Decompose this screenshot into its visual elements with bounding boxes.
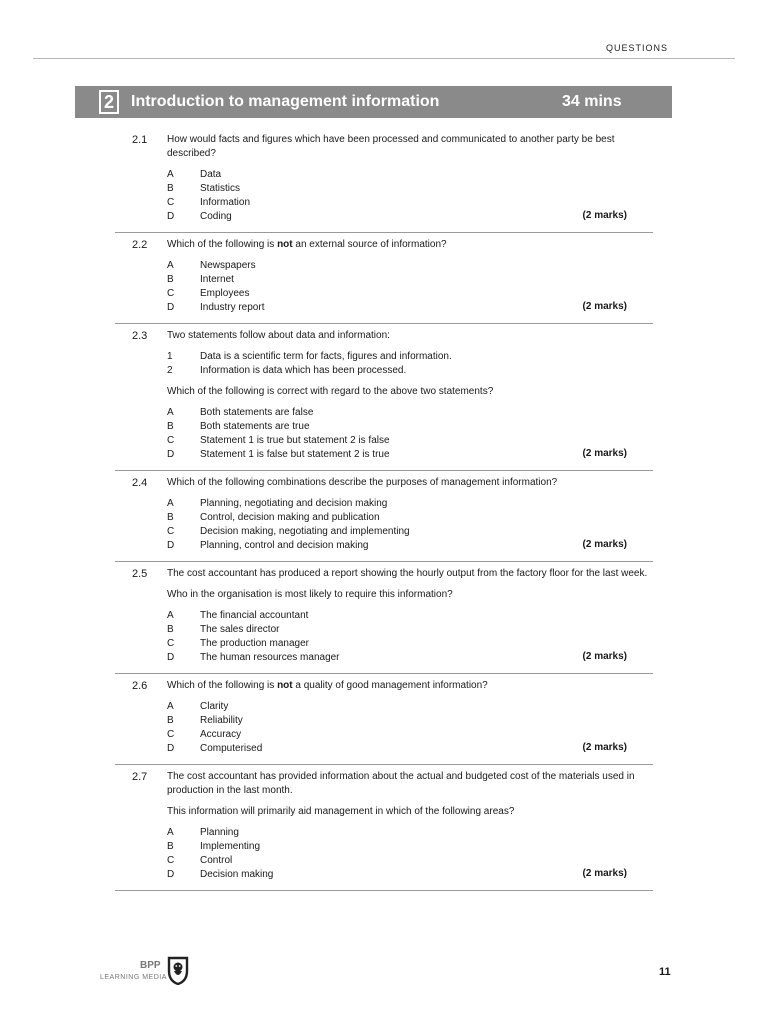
option-letter: A <box>167 407 174 418</box>
option-b <box>167 182 653 196</box>
marks-label: (2 marks) <box>582 651 627 662</box>
question-2-7 <box>115 765 653 891</box>
option-letter: D <box>167 211 175 222</box>
question-2-2 <box>115 233 653 324</box>
question-2-5 <box>115 562 653 674</box>
option-letter: A <box>167 827 174 838</box>
option-letter: B <box>167 274 174 285</box>
option-text: The production manager <box>200 638 309 649</box>
option-b <box>167 714 653 728</box>
statement-1 <box>167 350 653 364</box>
option-letter: B <box>167 715 174 726</box>
option-text: Both statements are false <box>200 407 314 418</box>
option-letter: A <box>167 610 174 621</box>
option-c <box>167 728 653 742</box>
option-c <box>167 196 653 210</box>
option-letter: C <box>167 435 175 446</box>
question-number: 2.5 <box>132 568 148 580</box>
option-text: The financial accountant <box>200 610 309 621</box>
option-letter: D <box>167 540 175 551</box>
option-text: Control <box>200 855 233 866</box>
emphasis: not <box>277 239 293 250</box>
option-letter: C <box>167 526 175 537</box>
question-number: 2.2 <box>132 239 148 251</box>
question-list <box>115 128 653 891</box>
option-text: Statement 1 is false but statement 2 is true <box>200 449 390 460</box>
logo-subtext: LEARNING MEDIA <box>100 974 167 981</box>
option-letter: A <box>167 498 174 509</box>
option-letter: A <box>167 260 174 271</box>
option-text: The human resources manager <box>200 652 340 663</box>
statement-text: Data is a scientific term for facts, figures and information. <box>200 351 452 362</box>
option-text: Industry report <box>200 302 265 313</box>
question-2-6 <box>115 674 653 765</box>
marks-label: (2 marks) <box>582 539 627 550</box>
option-a <box>167 406 653 420</box>
option-text: Employees <box>200 288 250 299</box>
option-a <box>167 497 653 511</box>
option-b <box>167 273 653 287</box>
option-letter: D <box>167 302 175 313</box>
option-b <box>167 623 653 637</box>
page-number: 11 <box>659 966 671 978</box>
question-text: Which of the following is not an external source of information? <box>167 239 447 250</box>
option-c <box>167 525 653 539</box>
statement-number: 2 <box>167 365 173 376</box>
question-number: 2.6 <box>132 680 148 692</box>
option-d <box>167 742 653 756</box>
option-b <box>167 840 653 854</box>
top-divider <box>33 58 735 59</box>
question-text: Two statements follow about data and information: <box>167 330 390 341</box>
option-text: Decision making, negotiating and implementing <box>200 526 410 537</box>
option-letter: D <box>167 652 175 663</box>
section-title: Introduction to management information <box>131 93 440 110</box>
option-d <box>167 868 653 882</box>
option-text: Information <box>200 197 251 208</box>
option-d <box>167 301 653 315</box>
publisher-logo <box>100 955 195 989</box>
option-letter: D <box>167 449 175 460</box>
section-time: 34 mins <box>562 93 622 110</box>
option-a <box>167 826 653 840</box>
question-text: Which of the following is not a quality of good management information? <box>167 680 488 691</box>
question-text: The cost accountant has provided information about the actual and budgeted cost of the materials used in production in the last month. <box>167 771 635 796</box>
section-banner <box>75 86 672 118</box>
option-letter: C <box>167 729 175 740</box>
option-b <box>167 420 653 434</box>
option-b <box>167 511 653 525</box>
statement-list <box>167 350 653 378</box>
option-text: Both statements are true <box>200 421 310 432</box>
option-a <box>167 168 653 182</box>
option-c <box>167 637 653 651</box>
question-2-3 <box>115 324 653 471</box>
option-letter: A <box>167 701 174 712</box>
option-text: Statement 1 is true but statement 2 is false <box>200 435 390 446</box>
question-number: 2.7 <box>132 771 148 783</box>
option-letter: B <box>167 841 174 852</box>
option-letter: D <box>167 743 175 754</box>
lion-head-icon <box>166 955 190 985</box>
marks-label: (2 marks) <box>582 448 627 459</box>
option-text: Statistics <box>200 183 241 194</box>
option-text: Newspapers <box>200 260 256 271</box>
option-d <box>167 448 653 462</box>
question-number: 2.4 <box>132 477 148 489</box>
marks-label: (2 marks) <box>582 742 627 753</box>
option-text: Coding <box>200 211 232 222</box>
option-c <box>167 434 653 448</box>
option-letter: B <box>167 421 174 432</box>
emphasis: not <box>277 680 293 691</box>
option-a <box>167 259 653 273</box>
option-letter: B <box>167 624 174 635</box>
option-text: Control, decision making and publication <box>200 512 380 523</box>
question-2-1 <box>115 128 653 233</box>
option-letter: B <box>167 512 174 523</box>
marks-label: (2 marks) <box>582 301 627 312</box>
option-letter: A <box>167 169 174 180</box>
question-number: 2.3 <box>132 330 148 342</box>
section-number: 2 <box>99 90 119 114</box>
option-a <box>167 609 653 623</box>
option-text: The sales director <box>200 624 280 635</box>
statement-2 <box>167 364 653 378</box>
option-text: Planning, control and decision making <box>200 540 369 551</box>
question-text: Which of the following combinations describe the purposes of management information? <box>167 477 558 488</box>
option-text: Clarity <box>200 701 229 712</box>
option-c <box>167 854 653 868</box>
option-letter: C <box>167 288 175 299</box>
option-letter: C <box>167 638 175 649</box>
question-subtext: This information will primarily aid management in which of the following areas? <box>167 806 515 817</box>
option-text: Reliability <box>200 715 243 726</box>
option-letter: B <box>167 183 174 194</box>
option-text: Data <box>200 169 222 180</box>
option-text: Internet <box>200 274 234 285</box>
option-d <box>167 210 653 224</box>
option-c <box>167 287 653 301</box>
marks-label: (2 marks) <box>582 210 627 221</box>
option-text: Accuracy <box>200 729 242 740</box>
option-d <box>167 651 653 665</box>
option-text: Planning <box>200 827 239 838</box>
option-letter: C <box>167 855 175 866</box>
option-letter: C <box>167 197 175 208</box>
option-a <box>167 700 653 714</box>
logo-text: BPP <box>140 960 161 971</box>
option-text: Computerised <box>200 743 263 754</box>
marks-label: (2 marks) <box>582 868 627 879</box>
question-2-4 <box>115 471 653 562</box>
option-text: Planning, negotiating and decision making <box>200 498 388 509</box>
running-head: QUESTIONS <box>605 43 668 53</box>
option-letter: D <box>167 869 175 880</box>
option-text: Implementing <box>200 841 261 852</box>
question-subtext: Who in the organisation is most likely to require this information? <box>167 589 453 600</box>
option-d <box>167 539 653 553</box>
question-subtext: Which of the following is correct with regard to the above two statements? <box>167 386 494 397</box>
question-text: How would facts and figures which have been processed and communicated to another party be best described? <box>167 134 615 159</box>
statement-text: Information is data which has been processed. <box>200 365 407 376</box>
option-text: Decision making <box>200 869 274 880</box>
question-text: The cost accountant has produced a report showing the hourly output from the factory floor for the last week. <box>167 568 648 579</box>
question-number: 2.1 <box>132 134 148 146</box>
statement-number: 1 <box>167 351 173 362</box>
